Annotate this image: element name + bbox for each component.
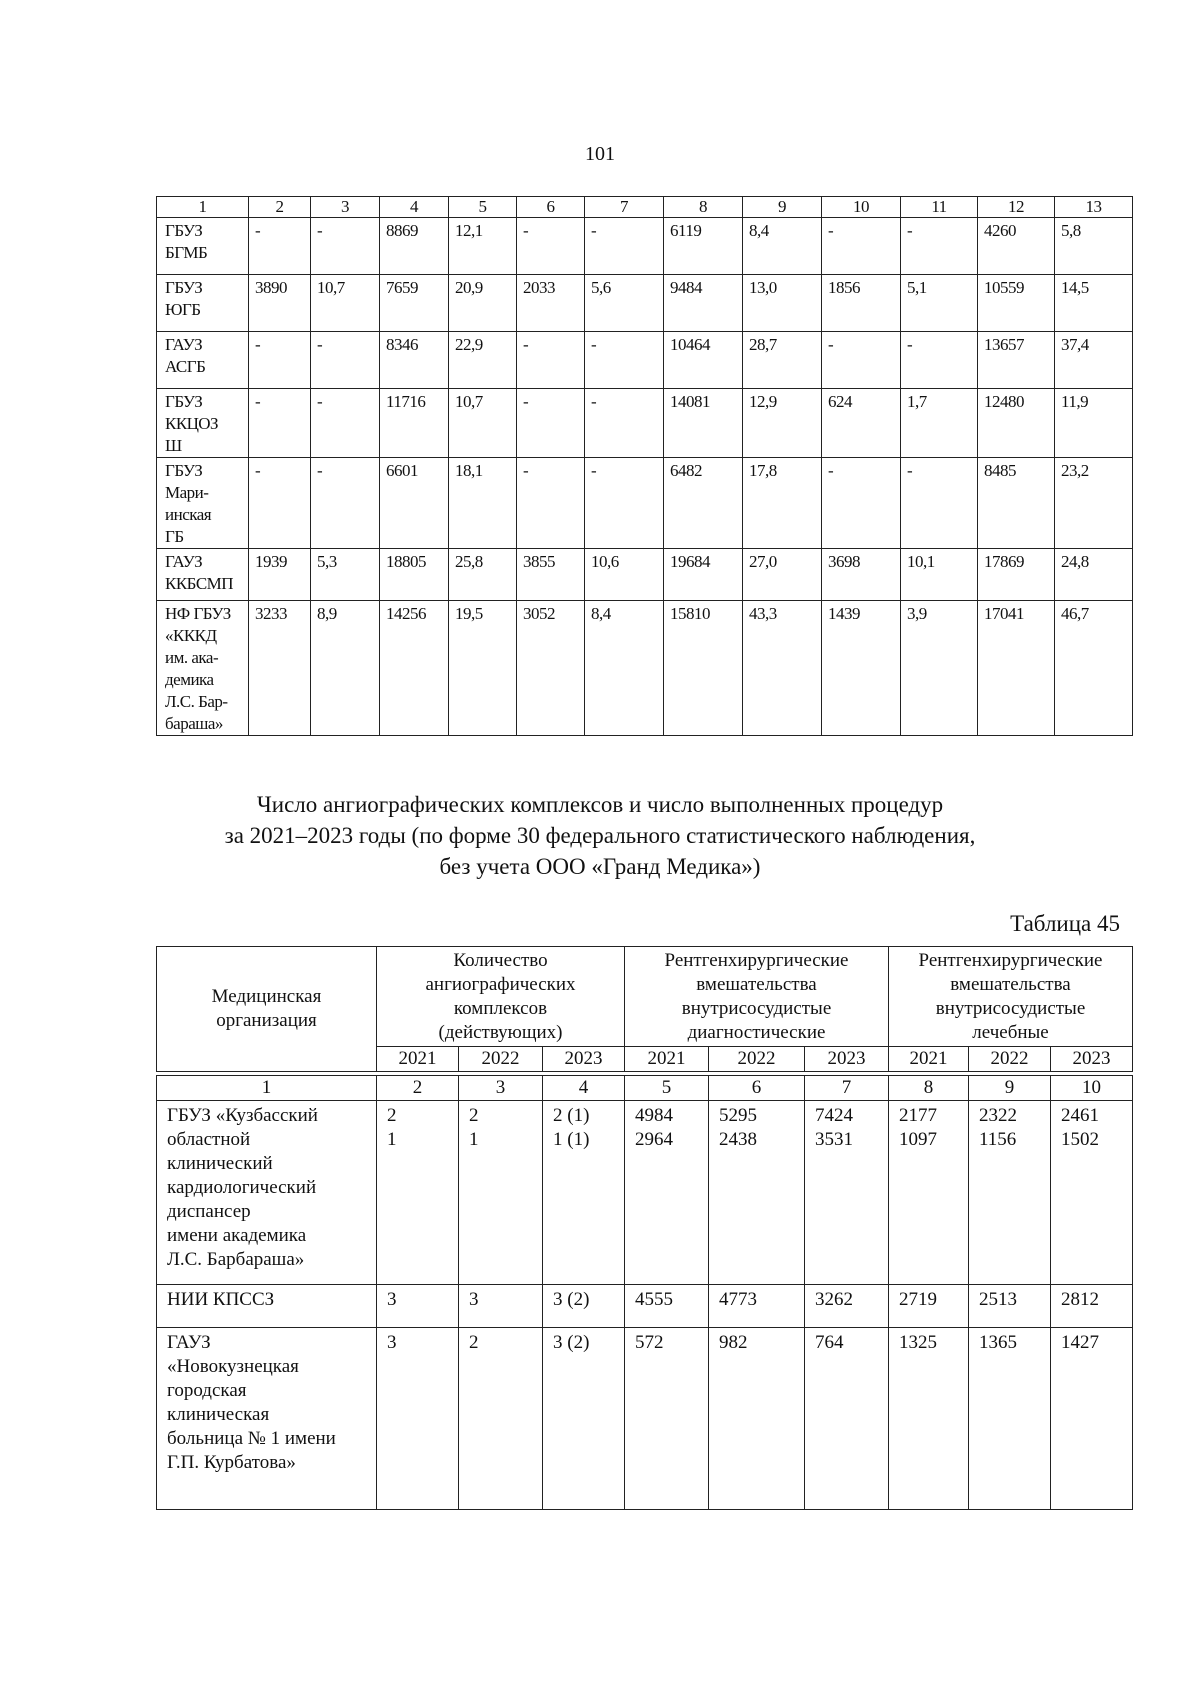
cell-line: 1502 xyxy=(1061,1129,1100,1150)
column-number: 10 xyxy=(822,197,901,218)
column-number: 4 xyxy=(543,1076,625,1101)
data-cell: - xyxy=(822,332,901,389)
data-cell xyxy=(969,1285,1051,1328)
table-row xyxy=(157,275,1133,332)
header-line: внутрисосудистые xyxy=(935,997,1086,1019)
data-cell: - xyxy=(311,332,380,389)
column-number: 8 xyxy=(889,1076,969,1101)
column-number: 7 xyxy=(805,1076,889,1101)
data-cell xyxy=(889,1328,969,1510)
year-header: 2023 xyxy=(1051,1047,1133,1072)
data-cell: 9484 xyxy=(664,275,743,332)
data-cell: 1939 xyxy=(249,549,311,601)
data-cell: 10,7 xyxy=(311,275,380,332)
header-line: организация xyxy=(216,1010,317,1031)
org-line: ГБУЗ xyxy=(165,392,203,411)
data-cell: - xyxy=(517,332,585,389)
table-row xyxy=(157,1285,1133,1328)
data-cell xyxy=(459,1285,543,1328)
org-line: ККЦОЗ xyxy=(165,414,219,433)
table-row xyxy=(157,332,1133,389)
data-cell: - xyxy=(822,458,901,549)
column-number: 10 xyxy=(1051,1076,1133,1101)
cell-line: 7424 xyxy=(815,1105,854,1126)
header-line: Медицинская xyxy=(211,986,322,1007)
data-cell: - xyxy=(517,458,585,549)
data-cell: 19684 xyxy=(664,549,743,601)
header-line: Рентгенхирургические xyxy=(664,949,849,971)
cell-line: 4773 xyxy=(719,1289,758,1310)
year-header: 2023 xyxy=(805,1047,889,1072)
data-cell: 37,4 xyxy=(1055,332,1133,389)
data-cell: 5,1 xyxy=(901,275,978,332)
cell-line: 764 xyxy=(815,1332,844,1353)
data-cell: 8346 xyxy=(380,332,449,389)
org-line: Ш xyxy=(165,436,182,455)
column-number: 13 xyxy=(1055,197,1133,218)
data-cell: - xyxy=(249,332,311,389)
year-header: 2021 xyxy=(377,1047,459,1072)
data-cell: - xyxy=(585,458,664,549)
column-number-row xyxy=(157,1076,1133,1101)
column-number: 5 xyxy=(449,197,517,218)
cell-line: 1365 xyxy=(979,1332,1018,1353)
data-cell xyxy=(709,1328,805,1510)
org-line: клинический xyxy=(167,1153,273,1174)
data-cell: 10,7 xyxy=(449,389,517,458)
data-cell xyxy=(1051,1101,1133,1285)
data-cell: 12,1 xyxy=(449,218,517,275)
header-line: комплексов xyxy=(453,997,548,1019)
org-line: инская xyxy=(165,505,212,524)
column-number: 11 xyxy=(901,197,978,218)
data-cell xyxy=(969,1101,1051,1285)
cell-line: 2 xyxy=(469,1105,479,1126)
data-cell: 13,0 xyxy=(743,275,822,332)
org-cell xyxy=(157,218,249,275)
data-cell: - xyxy=(901,458,978,549)
group-header-diagnostic xyxy=(625,947,889,1047)
cell-line: 4984 xyxy=(635,1105,674,1126)
org-line: Мари- xyxy=(165,483,209,502)
cell-line: 2513 xyxy=(979,1289,1018,1310)
data-cell xyxy=(709,1101,805,1285)
org-line: городская xyxy=(167,1380,247,1401)
table-row xyxy=(157,1328,1133,1510)
title-line: Число ангиографических комплексов и число выполненных процедур xyxy=(256,792,944,817)
column-number: 1 xyxy=(157,197,249,218)
org-line: Л.С. Бар- xyxy=(165,692,228,711)
data-cell: 3,9 xyxy=(901,601,978,736)
org-line: клиническая xyxy=(167,1404,270,1425)
header-line: лечебные xyxy=(972,1021,1049,1043)
data-cell xyxy=(1051,1285,1133,1328)
header-line: Количество xyxy=(453,949,548,971)
org-line: ККБСМП xyxy=(165,574,234,593)
data-cell: 14256 xyxy=(380,601,449,736)
cell-line: 1427 xyxy=(1061,1332,1100,1353)
org-line: Л.С. Барбараша» xyxy=(167,1249,305,1270)
data-cell xyxy=(543,1101,625,1285)
org-line: больница № 1 имени xyxy=(167,1428,336,1449)
data-cell: 27,0 xyxy=(743,549,822,601)
cell-line: 1325 xyxy=(899,1332,938,1353)
cell-line: 2812 xyxy=(1061,1289,1100,1310)
data-cell xyxy=(377,1328,459,1510)
cell-line: 3262 xyxy=(815,1289,854,1310)
header-line: ангиографических xyxy=(425,973,576,995)
data-cell: - xyxy=(901,218,978,275)
year-header: 2023 xyxy=(543,1047,625,1072)
data-cell: 28,7 xyxy=(743,332,822,389)
org-cell xyxy=(157,332,249,389)
data-cell: 8,4 xyxy=(743,218,822,275)
cell-line: 3 xyxy=(387,1332,397,1353)
data-cell: - xyxy=(585,332,664,389)
org-cell xyxy=(157,1101,377,1285)
table-row xyxy=(157,1101,1133,1285)
data-cell: - xyxy=(822,218,901,275)
data-cell: 43,3 xyxy=(743,601,822,736)
data-cell xyxy=(459,1328,543,1510)
data-cell: 14,5 xyxy=(1055,275,1133,332)
cell-line: 1 xyxy=(387,1129,397,1150)
data-cell: - xyxy=(249,389,311,458)
year-header: 2021 xyxy=(889,1047,969,1072)
column-number: 2 xyxy=(377,1076,459,1101)
data-cell: 15810 xyxy=(664,601,743,736)
header-line: Рентгенхирургические xyxy=(918,949,1103,971)
column-number: 5 xyxy=(625,1076,709,1101)
data-cell: 5,3 xyxy=(311,549,380,601)
year-header: 2021 xyxy=(625,1047,709,1072)
table-row xyxy=(157,549,1133,601)
column-number: 3 xyxy=(459,1076,543,1101)
org-line: ГБ xyxy=(165,527,184,546)
data-cell: - xyxy=(311,389,380,458)
org-cell xyxy=(157,458,249,549)
data-cell: 17869 xyxy=(978,549,1055,601)
year-header: 2022 xyxy=(459,1047,543,1072)
org-cell xyxy=(157,549,249,601)
org-line: Г.П. Курбатова» xyxy=(167,1452,296,1473)
group-header-complexes xyxy=(377,947,625,1047)
data-cell: 18,1 xyxy=(449,458,517,549)
year-header: 2022 xyxy=(709,1047,805,1072)
org-line: демика xyxy=(165,670,214,689)
org-cell xyxy=(157,1328,377,1510)
data-cell: 24,8 xyxy=(1055,549,1133,601)
data-cell xyxy=(709,1285,805,1328)
data-cell: 17041 xyxy=(978,601,1055,736)
cell-line: 2 xyxy=(469,1332,479,1353)
data-cell: 8,9 xyxy=(311,601,380,736)
data-cell xyxy=(543,1285,625,1328)
org-cell xyxy=(157,275,249,332)
data-cell xyxy=(625,1101,709,1285)
data-cell: 10,1 xyxy=(901,549,978,601)
data-cell: 5,6 xyxy=(585,275,664,332)
cell-line: 1 (1) xyxy=(553,1129,590,1150)
data-cell: 13657 xyxy=(978,332,1055,389)
cell-line: 2 (1) xyxy=(553,1105,590,1126)
org-line: НИИ КПССЗ xyxy=(167,1289,275,1310)
data-cell: 1856 xyxy=(822,275,901,332)
data-cell: 8,4 xyxy=(585,601,664,736)
data-cell: - xyxy=(311,218,380,275)
org-line: ГАУЗ xyxy=(167,1332,211,1353)
data-cell xyxy=(625,1285,709,1328)
org-line: ГБУЗ xyxy=(165,278,203,297)
column-number: 12 xyxy=(978,197,1055,218)
header-line: вмешательства xyxy=(696,973,817,995)
data-cell: - xyxy=(311,458,380,549)
data-cell xyxy=(377,1101,459,1285)
data-cell: 624 xyxy=(822,389,901,458)
table-row xyxy=(157,458,1133,549)
column-number: 9 xyxy=(969,1076,1051,1101)
column-number: 6 xyxy=(517,197,585,218)
org-line: кардиологический xyxy=(167,1177,317,1198)
data-cell: 10,6 xyxy=(585,549,664,601)
data-cell: 3890 xyxy=(249,275,311,332)
data-cell: 6119 xyxy=(664,218,743,275)
data-cell: 11716 xyxy=(380,389,449,458)
cell-line: 2964 xyxy=(635,1129,674,1150)
title-line: без учета ООО «Гранд Медика») xyxy=(439,854,761,879)
cell-line: 572 xyxy=(635,1332,664,1353)
data-cell: 4260 xyxy=(978,218,1055,275)
data-cell xyxy=(805,1328,889,1510)
cell-line: 1 xyxy=(469,1129,479,1150)
org-line: ГБУЗ «Кузбасский xyxy=(167,1105,318,1126)
column-number-row xyxy=(157,197,1133,218)
data-cell: 7659 xyxy=(380,275,449,332)
org-line: им. ака- xyxy=(165,648,219,667)
header-line: (действующих) xyxy=(438,1021,563,1043)
table-row xyxy=(157,218,1133,275)
page-number: 101 xyxy=(585,143,615,165)
cell-line: 3 (2) xyxy=(553,1332,590,1353)
data-cell xyxy=(889,1285,969,1328)
data-cell: 22,9 xyxy=(449,332,517,389)
org-cell xyxy=(157,601,249,736)
column-number: 2 xyxy=(249,197,311,218)
data-cell xyxy=(377,1285,459,1328)
org-line: имени академика xyxy=(167,1225,307,1246)
data-cell: 6482 xyxy=(664,458,743,549)
org-line: АСГБ xyxy=(165,357,206,376)
column-number: 4 xyxy=(380,197,449,218)
data-cell: 3233 xyxy=(249,601,311,736)
data-cell: - xyxy=(249,218,311,275)
table-label: Таблица 45 xyxy=(1010,911,1120,936)
cell-line: 2719 xyxy=(899,1289,938,1310)
cell-line: 2322 xyxy=(979,1105,1018,1126)
org-line: ГБУЗ xyxy=(165,461,203,480)
cell-line: 4555 xyxy=(635,1289,674,1310)
data-cell: 3855 xyxy=(517,549,585,601)
continuation-table xyxy=(156,196,1133,736)
data-cell: 12,9 xyxy=(743,389,822,458)
data-cell: - xyxy=(585,389,664,458)
data-cell xyxy=(625,1328,709,1510)
table-title xyxy=(0,789,1200,882)
data-cell: 1439 xyxy=(822,601,901,736)
column-number: 3 xyxy=(311,197,380,218)
column-number: 7 xyxy=(585,197,664,218)
data-cell: 3052 xyxy=(517,601,585,736)
data-cell: 14081 xyxy=(664,389,743,458)
data-cell: 6601 xyxy=(380,458,449,549)
data-cell: 11,9 xyxy=(1055,389,1133,458)
table-45 xyxy=(156,946,1133,1510)
data-cell: 5,8 xyxy=(1055,218,1133,275)
org-cell xyxy=(157,389,249,458)
data-cell: 20,9 xyxy=(449,275,517,332)
header-line: вмешательства xyxy=(950,973,1071,995)
data-cell: 8869 xyxy=(380,218,449,275)
org-line: ГАУЗ xyxy=(165,552,203,571)
cell-line: 5295 xyxy=(719,1105,758,1126)
header-line: диагностические xyxy=(687,1021,826,1043)
column-number: 9 xyxy=(743,197,822,218)
data-cell: 12480 xyxy=(978,389,1055,458)
data-cell: 10464 xyxy=(664,332,743,389)
header-line: внутрисосудистые xyxy=(681,997,832,1019)
org-line: ГБУЗ xyxy=(165,221,203,240)
data-cell xyxy=(969,1328,1051,1510)
title-line: за 2021–2023 годы (по форме 30 федерального статистического наблюдения, xyxy=(224,823,976,848)
cell-line: 982 xyxy=(719,1332,748,1353)
data-cell: - xyxy=(585,218,664,275)
data-cell: 25,8 xyxy=(449,549,517,601)
data-cell: 17,8 xyxy=(743,458,822,549)
data-cell xyxy=(805,1101,889,1285)
cell-line: 3 xyxy=(387,1289,397,1310)
org-line: диспансер xyxy=(167,1201,251,1222)
data-cell: 3698 xyxy=(822,549,901,601)
org-line: ГАУЗ xyxy=(165,335,203,354)
cell-line: 2438 xyxy=(719,1129,758,1150)
year-header: 2022 xyxy=(969,1047,1051,1072)
org-header xyxy=(157,947,377,1072)
data-cell xyxy=(459,1101,543,1285)
org-line: областной xyxy=(167,1129,251,1150)
data-cell: 23,2 xyxy=(1055,458,1133,549)
table-row xyxy=(157,601,1133,736)
cell-line: 2 xyxy=(387,1105,397,1126)
data-cell: - xyxy=(517,389,585,458)
org-line: бараша» xyxy=(165,714,223,733)
table-row xyxy=(157,389,1133,458)
data-cell: 18805 xyxy=(380,549,449,601)
cell-line: 2177 xyxy=(899,1105,938,1126)
data-cell xyxy=(543,1328,625,1510)
data-cell: - xyxy=(249,458,311,549)
data-cell: - xyxy=(517,218,585,275)
column-number: 6 xyxy=(709,1076,805,1101)
org-cell xyxy=(157,1285,377,1328)
data-cell: 10559 xyxy=(978,275,1055,332)
group-header-therapeutic xyxy=(889,947,1133,1047)
data-cell xyxy=(805,1285,889,1328)
column-number: 1 xyxy=(157,1076,377,1101)
org-line: «КККД xyxy=(165,626,217,645)
column-number: 8 xyxy=(664,197,743,218)
data-cell: 8485 xyxy=(978,458,1055,549)
org-line: ЮГБ xyxy=(165,300,201,319)
cell-line: 1156 xyxy=(979,1129,1017,1150)
cell-line: 3 (2) xyxy=(553,1289,590,1310)
data-cell: 2033 xyxy=(517,275,585,332)
data-cell: 19,5 xyxy=(449,601,517,736)
cell-line: 3 xyxy=(469,1289,479,1310)
data-cell: 46,7 xyxy=(1055,601,1133,736)
header-row xyxy=(157,947,1133,1047)
data-cell xyxy=(889,1101,969,1285)
org-line: БГМБ xyxy=(165,243,208,262)
cell-line: 1097 xyxy=(899,1129,938,1150)
cell-line: 2461 xyxy=(1061,1105,1100,1126)
data-cell: 1,7 xyxy=(901,389,978,458)
data-cell: - xyxy=(901,332,978,389)
org-line: НФ ГБУЗ xyxy=(165,604,231,623)
org-line: «Новокузнецкая xyxy=(167,1356,299,1377)
data-cell xyxy=(1051,1328,1133,1510)
cell-line: 3531 xyxy=(815,1129,854,1150)
